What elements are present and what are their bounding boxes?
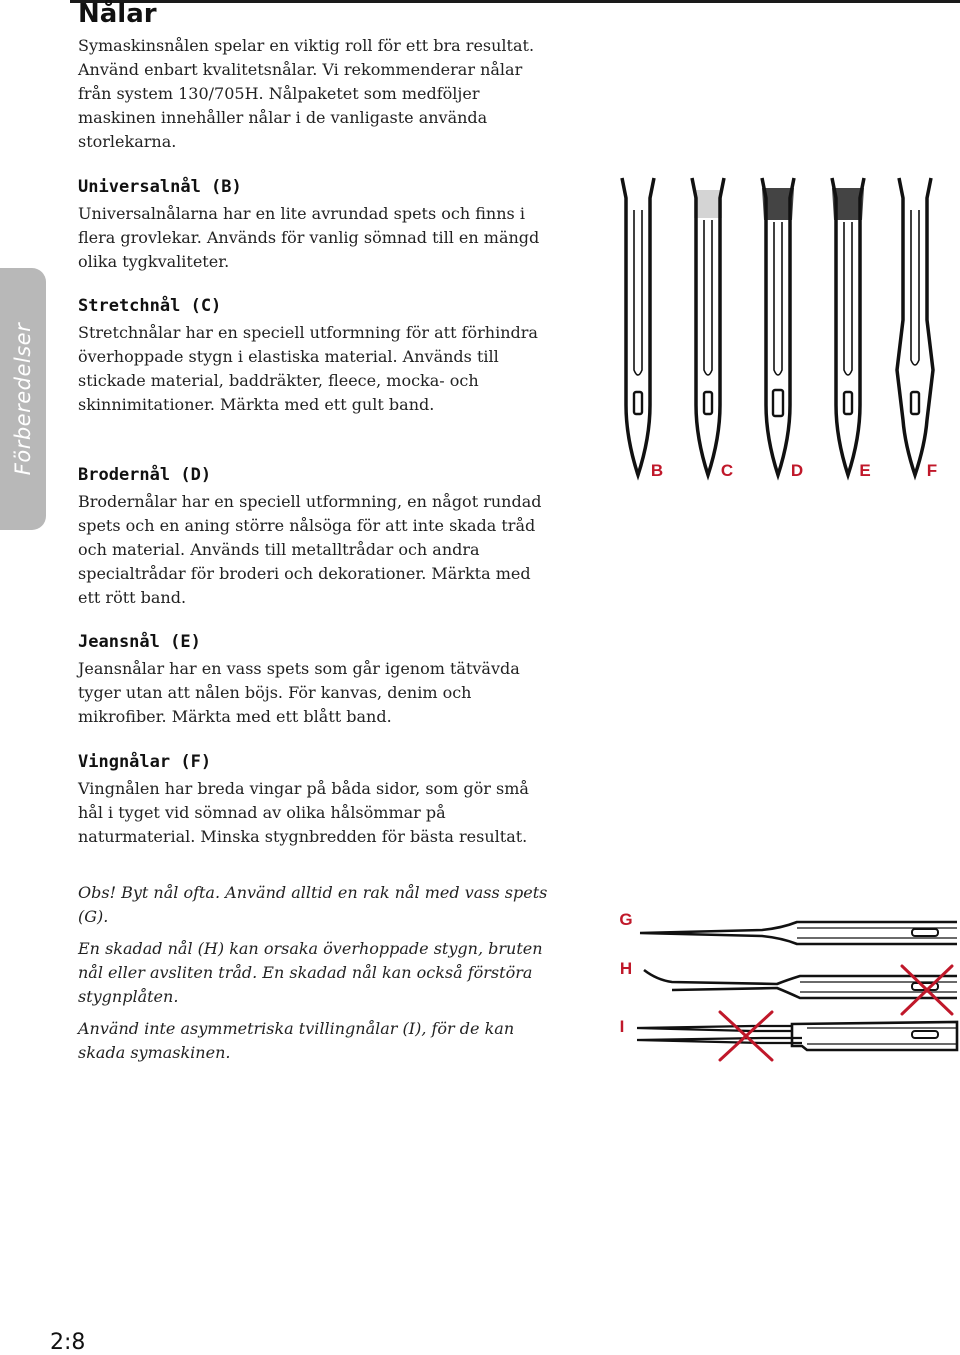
needle-b xyxy=(622,178,654,475)
needle-e xyxy=(832,178,864,475)
body-wing: Vingnålen har breda vingar på båda sidor, som gör små hål i tyget vid sömnad av olika hålsömmar på naturmaterial. Minska stygnbredden för bästa resultat. xyxy=(78,779,529,846)
page-number: 2:8 xyxy=(50,1330,86,1355)
note-damaged-needle: En skadad nål (H) kan orsaka överhoppade stygn, bruten nål eller avsliten tråd. En skadad nål kan också förstöra stygnplåten. xyxy=(78,939,543,1006)
body-embroidery: Brodernålar har en speciell utformning, en något rundad spets och en aning större nålsöga för att inte skada tråd och material. Används till metalltrådar och andra specialtrådar för broderi och dekorationer. Märkta med ett rött band. xyxy=(78,492,542,607)
needle-c xyxy=(692,178,724,475)
top-rule xyxy=(70,0,960,3)
needle-label-e: E xyxy=(859,461,871,480)
needle-label-f: F xyxy=(926,461,938,480)
cross-mark-icon xyxy=(902,966,952,1014)
needle-f xyxy=(897,178,933,475)
page-title: Nålar xyxy=(78,0,157,29)
cross-mark-icon xyxy=(720,1012,772,1060)
intro-paragraph: Symaskinsnålen spelar en viktig roll för ett bra resultat. Använd enbart kvalitetsnålar. Vi rekommenderar nålar från system 130/705H. Nålpaketet som medföljer maskinen innehåller nålar i de vanligaste använda storlekarna. xyxy=(78,36,535,151)
needle-g xyxy=(640,922,957,944)
needle-types-figure xyxy=(600,170,960,490)
body-universal: Universalnålarna har en lite avrundad spets och finns i flera grovlekar. Används för vanlig sömnad till en mängd olika tygkvaliteter. xyxy=(78,204,540,271)
note-change-needle: Obs! Byt nål ofta. Använd alltid en rak nål med vass spets (G). xyxy=(78,883,548,926)
needle-label-g: G xyxy=(619,910,633,929)
body-jeans: Jeansnålar har en vass spets som går igenom tätvävda tyger utan att nålen böjs. För kanvas, denim och mikrofiber. Märkta med ett blått band. xyxy=(78,659,520,726)
needle-label-c: C xyxy=(720,461,734,480)
heading-jeans: Jeansnål (E) xyxy=(78,632,201,652)
needle-i xyxy=(637,1022,957,1050)
needle-d xyxy=(762,178,794,475)
damaged-needles-figure xyxy=(612,900,960,1060)
heading-universal: Universalnål (B) xyxy=(78,177,242,197)
heading-wing: Vingnålar (F) xyxy=(78,752,212,772)
needle-label-h: H xyxy=(619,959,633,978)
side-tab-label: Förberedelser xyxy=(11,322,35,476)
note-twin-needle: Använd inte asymmetriska tvillingnålar (I), för de kan skada symaskinen. xyxy=(78,1019,515,1062)
heading-embroidery: Brodernål (D) xyxy=(78,465,212,485)
needle-label-i: I xyxy=(619,1017,625,1036)
body-stretch: Stretchnålar har en speciell utformning för att förhindra överhoppade stygn i elastiska material. Används till stickade material, baddräkter, fleece, mocka- och skinnimitationer. Märkta med ett gult band. xyxy=(78,323,538,414)
needle-label-d: D xyxy=(790,461,804,480)
heading-stretch: Stretchnål (C) xyxy=(78,296,222,316)
needle-label-b: B xyxy=(650,461,664,480)
